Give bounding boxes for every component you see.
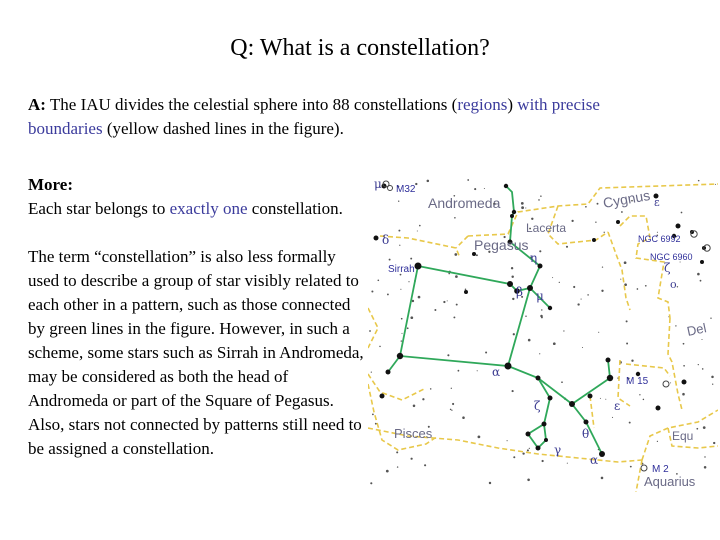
background-star (467, 179, 469, 181)
more-section (28, 173, 368, 461)
background-star (539, 250, 541, 252)
background-star (489, 482, 491, 484)
background-star (521, 202, 524, 205)
constellation-chart (368, 178, 718, 492)
background-star (527, 479, 530, 482)
background-star (522, 452, 524, 454)
label-m32: M32 (396, 184, 416, 195)
greek-omicron: ο (670, 278, 677, 291)
greek-theta: θ (582, 427, 590, 441)
background-star (702, 368, 704, 370)
background-star (484, 188, 485, 189)
background-star (587, 294, 589, 296)
background-star (698, 180, 700, 182)
background-star (434, 309, 436, 311)
background-star (577, 303, 579, 305)
label-equ: Equ (672, 429, 694, 443)
background-star (386, 470, 389, 473)
background-star (528, 339, 531, 342)
background-star (581, 299, 582, 300)
greek-alpha-bottom: α (590, 453, 599, 467)
background-star (456, 304, 458, 306)
answer-label: A: (28, 95, 46, 114)
background-star (657, 441, 658, 442)
answer-text-1: The IAU divides the celestial sphere into 88 constellations ( (45, 95, 458, 114)
background-star (567, 463, 568, 464)
background-star (452, 403, 454, 405)
background-star (453, 316, 455, 318)
background-star (682, 393, 685, 396)
greek-gamma: γ (554, 443, 562, 457)
background-star (538, 199, 540, 201)
greek-epsilon-top: ε (654, 196, 660, 209)
background-star (401, 340, 402, 341)
background-star (657, 232, 658, 233)
background-star (369, 330, 371, 332)
background-star (703, 426, 706, 429)
background-star (675, 325, 676, 326)
background-star (375, 423, 377, 425)
background-star (419, 225, 421, 227)
label-ngc6992: NGC 6992 (638, 234, 681, 244)
background-star (418, 296, 421, 299)
background-star (696, 428, 698, 430)
background-star (598, 332, 599, 333)
background-star (400, 289, 401, 290)
background-star (512, 390, 514, 392)
background-star (401, 318, 403, 320)
background-star (602, 266, 603, 267)
background-star (371, 372, 372, 373)
background-star (621, 211, 623, 213)
background-star (698, 364, 699, 365)
background-star (704, 466, 707, 469)
label-pisces: Pisces (394, 426, 433, 441)
background-star (430, 388, 432, 390)
greek-eta: η (530, 251, 538, 265)
background-star (454, 217, 456, 219)
background-star (370, 482, 372, 484)
background-star (605, 399, 606, 400)
background-star (411, 458, 413, 460)
background-star (626, 320, 628, 322)
answer-boundaries-highlight: with precise boundaries (28, 95, 600, 138)
background-star (465, 289, 467, 291)
background-star (604, 232, 605, 233)
label-lacerta: Lacerta (526, 221, 567, 235)
background-star (387, 293, 389, 295)
background-star (670, 382, 671, 383)
background-star (413, 405, 416, 408)
greek-delta: δ (382, 233, 390, 247)
background-star (379, 346, 381, 348)
background-star (573, 286, 575, 288)
background-star (422, 398, 424, 400)
background-star (511, 267, 513, 269)
background-star (415, 183, 417, 185)
more-paragraph-2: The term “constellation” is also less formally used to describe a group of star visibly related to each other in a pattern, such as those connected by green lines in the figure. However, in such a scheme, some stars such as Sirrah in Andromeda, may be considered as both the head of Andromeda or part of the Square of Pegasus. Also, stars not connected by patterns still need to be assigned a constellation. (28, 247, 364, 458)
background-star (553, 342, 556, 345)
background-star (377, 279, 379, 281)
label-pegasus: Pegasus (474, 237, 529, 253)
background-star (371, 290, 373, 292)
background-star (585, 206, 587, 208)
background-star (513, 456, 515, 458)
label-andromeda: Andromeda (428, 195, 501, 211)
background-star (612, 417, 613, 418)
background-star (712, 384, 713, 385)
background-star (476, 254, 478, 256)
greek-zeta-mid: ζ (534, 399, 541, 413)
label-m2: M 2 (652, 464, 669, 475)
background-star (397, 466, 398, 467)
constellation-chart-figure (368, 178, 718, 492)
label-del: Del (685, 320, 708, 339)
background-star (401, 333, 402, 334)
background-star (597, 203, 599, 205)
background-star (683, 365, 685, 367)
background-star (683, 343, 685, 345)
background-star (372, 413, 374, 415)
background-star (474, 188, 476, 190)
background-star (539, 353, 540, 354)
background-star (561, 381, 563, 383)
background-star (552, 277, 553, 278)
background-star (700, 280, 702, 282)
background-star (451, 410, 452, 411)
background-star (389, 259, 391, 261)
background-star (521, 206, 524, 209)
background-star (677, 286, 678, 287)
background-star (563, 330, 564, 331)
background-star (531, 218, 533, 220)
background-star (427, 180, 430, 183)
slide-title: Q: What is a constellation? (230, 35, 490, 61)
label-ngc6960: NGC 6960 (650, 252, 693, 262)
background-star (450, 409, 452, 411)
greek-zeta-right: ζ (664, 261, 671, 275)
background-star (408, 281, 409, 282)
background-star (462, 416, 465, 419)
answer-paragraph (28, 93, 678, 141)
background-star (643, 399, 645, 401)
background-star (601, 290, 603, 292)
background-star (681, 212, 683, 214)
background-star (513, 333, 515, 335)
background-star (637, 288, 639, 290)
background-star (559, 282, 560, 283)
background-star (443, 301, 445, 303)
label-m15: M 15 (626, 376, 649, 387)
background-star (626, 343, 628, 345)
background-star (398, 230, 400, 232)
background-star (396, 451, 398, 453)
more-label: More: (28, 175, 73, 194)
background-star (485, 351, 487, 353)
background-star (697, 273, 700, 276)
background-star (525, 315, 526, 316)
background-star (451, 388, 452, 389)
background-star (601, 477, 604, 480)
background-star (582, 347, 583, 348)
background-star (455, 275, 458, 278)
background-star (630, 466, 632, 468)
label-cygnus: Cygnus (601, 186, 652, 211)
background-star (713, 442, 715, 444)
background-star (540, 195, 542, 197)
background-star (541, 316, 543, 318)
background-star (620, 279, 621, 280)
background-star (399, 245, 400, 246)
background-star (541, 309, 542, 310)
greek-epsilon: ε (614, 399, 621, 413)
background-star (566, 246, 568, 248)
label-sirrah: Sirrah (388, 264, 415, 275)
background-star (645, 285, 647, 287)
more-text-2: constellation. (247, 199, 343, 218)
background-star (624, 261, 627, 264)
background-star (529, 448, 530, 449)
greek-beta: β (516, 285, 523, 299)
background-star (525, 207, 526, 208)
background-star (629, 422, 631, 424)
background-star (571, 220, 573, 222)
more-text-1: Each star belongs to (28, 199, 170, 218)
answer-text-3: (yellow dashed lines in the figure). (102, 119, 344, 138)
background-star (639, 394, 640, 395)
background-star (398, 201, 399, 202)
background-star (458, 370, 460, 372)
background-star (711, 376, 714, 379)
background-star (477, 370, 478, 371)
background-star (701, 339, 702, 340)
background-star (541, 460, 543, 462)
background-star (511, 276, 513, 278)
background-star (595, 222, 596, 223)
background-star (512, 298, 514, 300)
greek-mu-mid: μ (536, 289, 544, 303)
background-star (447, 354, 449, 356)
background-star (507, 440, 508, 441)
answer-regions-highlight: regions (457, 95, 508, 114)
background-star (478, 436, 481, 439)
background-star (407, 327, 409, 329)
greek-alpha-left: α (492, 365, 501, 379)
background-star (424, 464, 426, 466)
label-aquarius: Aquarius (644, 474, 696, 489)
background-star (527, 449, 529, 451)
answer-text-2: ) (507, 95, 518, 114)
background-star (710, 317, 711, 318)
background-star (715, 184, 716, 185)
background-star (417, 231, 418, 232)
more-paragraph-1 (28, 173, 368, 221)
greek-mu-top: μ (374, 178, 382, 191)
background-star (447, 300, 448, 301)
background-star (631, 360, 633, 362)
background-star (410, 316, 413, 319)
background-star (704, 456, 705, 457)
background-star (454, 253, 457, 256)
more-exactly-one-highlight: exactly one (169, 199, 248, 218)
background-star (600, 398, 601, 399)
background-star (410, 258, 412, 260)
